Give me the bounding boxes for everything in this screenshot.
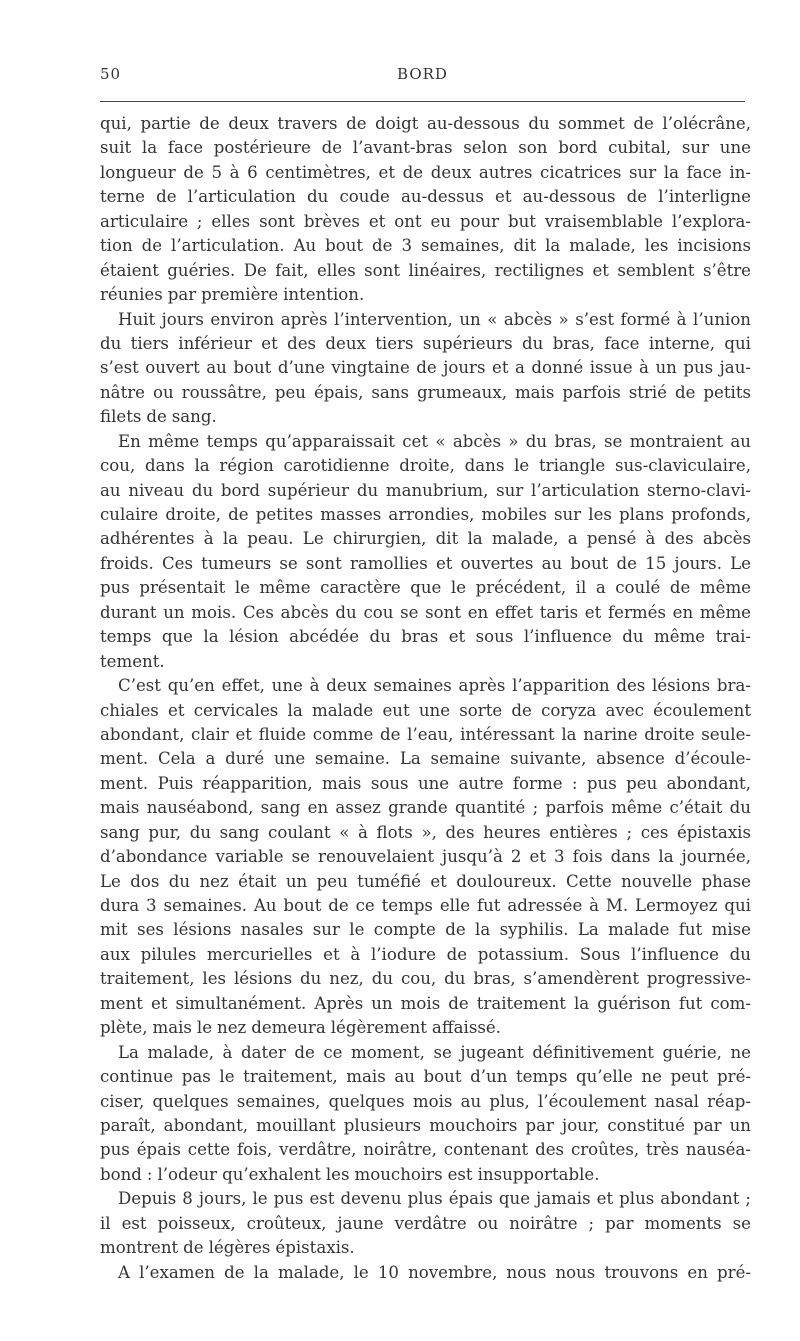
paragraph <box>100 1041 751 1188</box>
text-line: terne de l’articulation du coude au-dessus et au-dessous de l’interligne <box>100 187 751 207</box>
text-line: s’est ouvert au bout d’une vingtaine de jours et a donné issue à un pus jau- <box>100 358 751 378</box>
text-line: pus présentait le même caractère que le précédent, il a coulé de même <box>100 578 751 598</box>
paragraph <box>100 112 751 308</box>
text-line: longueur de 5 à 6 centimètres, et de deux autres cicatrices sur la face in- <box>100 162 751 182</box>
text-line: continue pas le traitement, mais au bout d’un temps qu’elle ne peut pré- <box>100 1067 751 1087</box>
text-line: paraît, abondant, mouillant plusieurs mouchoirs par jour, constitué par un <box>100 1115 751 1135</box>
body-text <box>100 112 751 1285</box>
page-number: 50 <box>100 65 122 83</box>
text-line: filets de sang. <box>100 407 217 427</box>
text-line: culaire droite, de petites masses arrondies, mobiles sur les plans profonds, <box>100 505 751 524</box>
text-line: La malade, à dater de ce moment, se jugeant définitivement guérie, ne <box>118 1042 751 1062</box>
text-line: durant un mois. Ces abcès du cou se sont en effet taris et fermés en même <box>100 602 751 622</box>
text-line: ment. Puis réapparition, mais sous une autre forme : pus peu abondant, <box>100 773 751 793</box>
text-line: ciser, quelques semaines, quelques mois au plus, l’écoulement nasal réap- <box>100 1091 751 1111</box>
text-line: adhérentes à la peau. Le chirurgien, dit la malade, a pensé à des abcès <box>100 529 751 549</box>
text-line: traitement, les lésions du nez, du cou, du bras, s’amendèrent progressive- <box>100 969 751 989</box>
text-line: aux pilules mercurielles et à l’iodure de potassium. Sous l’influence du <box>100 944 751 964</box>
text-line: qui, partie de deux travers de doigt au-dessous du sommet de l’olécrâne, <box>100 114 751 133</box>
paragraph <box>100 308 751 430</box>
text-line: cou, dans la région carotidienne droite, dans le triangle sus-claviculaire, <box>100 456 751 476</box>
text-line: ment et simultanément. Après un mois de traitement la guérison fut com- <box>100 993 751 1013</box>
text-line: d’abondance variable se renouvelaient jusqu’à 2 et 3 fois dans la journée, <box>100 847 751 867</box>
text-line: Huit jours environ après l’intervention, un « abcès » s’est formé à l’union <box>118 309 751 329</box>
running-head <box>100 65 745 87</box>
text-line: du tiers inférieur et des deux tiers supérieurs du bras, face interne, qui <box>100 333 751 353</box>
text-line: tion de l’articulation. Au bout de 3 semaines, dit la malade, les incisions <box>100 236 751 256</box>
paragraph <box>100 430 751 674</box>
text-line: C’est qu’en effet, une à deux semaines après l’apparition des lésions bra- <box>118 676 751 696</box>
text-line: étaient guéries. De fait, elles sont linéaires, rectilignes et semblent s’être <box>100 260 751 280</box>
paragraph <box>100 1187 751 1260</box>
text-line: ment. Cela a duré une semaine. La semaine suivante, absence d’écoule- <box>100 749 751 769</box>
text-line: pus épais cette fois, verdâtre, noirâtre, contenant des croûtes, très nauséa- <box>100 1140 751 1160</box>
text-line: froids. Ces tumeurs se sont ramollies et ouvertes au bout de 15 jours. Le <box>100 553 751 573</box>
text-line: dura 3 semaines. Au bout de ce temps elle fut adressée à M. Lermoyez qui <box>100 896 751 915</box>
text-line: suit la face postérieure de l’avant-bras selon son bord cubital, sur une <box>100 138 751 158</box>
paragraph <box>100 674 751 1041</box>
text-line: A l’examen de la malade, le 10 novembre, nous nous trouvons en pré- <box>118 1262 751 1282</box>
text-line: Depuis 8 jours, le pus est devenu plus épais que jamais et plus abondant ; <box>118 1189 751 1209</box>
text-line: mais nauséabond, sang en assez grande quantité ; parfois même c’était du <box>100 798 751 818</box>
text-line: chiales et cervicales la malade eut une sorte de coryza avec écoulement <box>100 700 751 720</box>
text-line: articulaire ; elles sont brèves et ont eu pour but vraisemblable l’explora- <box>100 211 751 231</box>
text-line: mit ses lésions nasales sur le compte de la syphilis. La malade fut mise <box>100 920 751 940</box>
text-line: plète, mais le nez demeura légèrement affaissé. <box>100 1018 501 1038</box>
text-line: Le dos du nez était un peu tuméfié et douloureux. Cette nouvelle phase <box>100 871 751 891</box>
text-line: réunies par première intention. <box>100 285 365 305</box>
text-line: montrent de légères épistaxis. <box>100 1238 355 1258</box>
text-line: nâtre ou roussâtre, peu épais, sans grumeaux, mais parfois strié de petits <box>100 382 751 402</box>
text-line: bond : l’odeur qu’exhalent les mouchoirs est insupportable. <box>100 1164 600 1184</box>
text-line: tement. <box>100 651 165 671</box>
text-line: il est poisseux, croûteux, jaune verdâtre ou noirâtre ; par moments se <box>100 1213 751 1233</box>
paragraph <box>100 1261 751 1285</box>
text-line: abondant, clair et fluide comme de l’eau, intéressant la narine droite seule- <box>100 724 751 744</box>
text-line: En même temps qu’apparaissait cet « abcès » du bras, se montraient au <box>118 431 751 451</box>
text-line: temps que la lésion abcédée du bras et sous l’influence du même trai- <box>100 627 751 647</box>
running-title: BORD <box>397 65 448 83</box>
header-rule <box>100 101 745 102</box>
text-line: au niveau du bord supérieur du manubrium, sur l’articulation sterno-clavi- <box>100 480 751 500</box>
text-line: sang pur, du sang coulant « à flots », des heures entières ; ces épistaxis <box>100 822 751 842</box>
